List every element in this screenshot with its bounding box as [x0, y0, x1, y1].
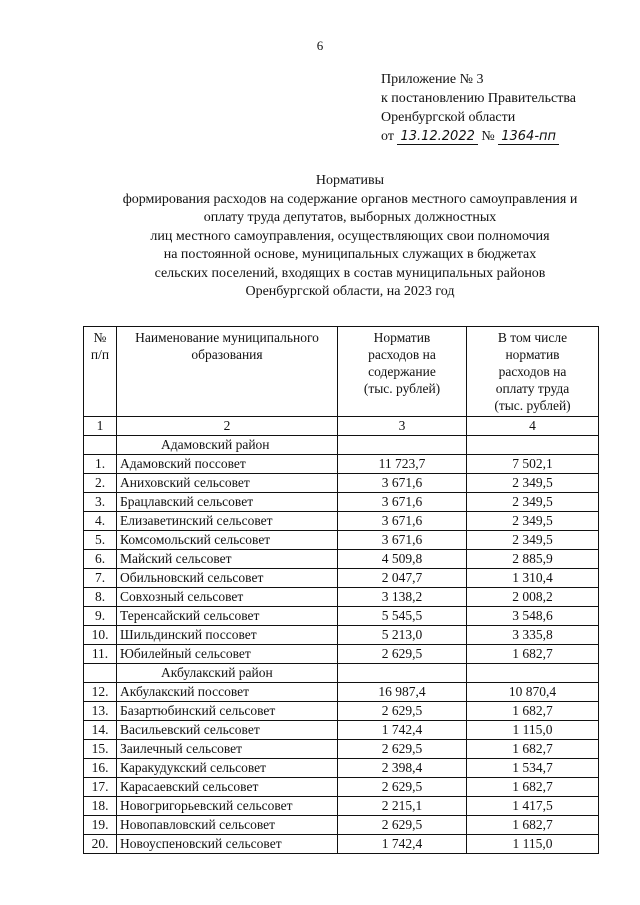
norm-value: 1 742,4 [338, 835, 467, 854]
norm-value: 11 723,7 [338, 455, 467, 474]
district-empty-cell [338, 436, 467, 455]
salary-value: 1 534,7 [467, 759, 599, 778]
row-number: 20. [84, 835, 117, 854]
norm-value: 2 629,5 [338, 740, 467, 759]
norm-value: 3 671,6 [338, 531, 467, 550]
municipality-name: Шильдинский поссовет [117, 626, 338, 645]
salary-value: 1 682,7 [467, 816, 599, 835]
municipality-name: Заилечный сельсовет [117, 740, 338, 759]
district-name: Акбулакский район [117, 664, 338, 683]
table-row [84, 702, 599, 721]
title-line: оплату труда депутатов, выборных должностных [203, 210, 497, 225]
table-row [84, 607, 599, 626]
number-prefix: № [481, 129, 495, 144]
municipality-name: Каракудукский сельсовет [117, 759, 338, 778]
table-row [84, 474, 599, 493]
municipality-name: Базартюбинский сельсовет [117, 702, 338, 721]
from-prefix: от [381, 129, 394, 144]
municipality-name: Новоуспеновский сельсовет [117, 835, 338, 854]
appendix-title: Приложение № 3 [381, 72, 484, 87]
table-header-row [84, 327, 599, 417]
salary-value: 2 008,2 [467, 588, 599, 607]
salary-value: 2 349,5 [467, 474, 599, 493]
municipality-name: Теренсайский сельсовет [117, 607, 338, 626]
table-row [84, 816, 599, 835]
salary-value: 3 548,6 [467, 607, 599, 626]
row-number: 11. [84, 645, 117, 664]
row-number: 17. [84, 778, 117, 797]
header-salary: В том числе норматив расходов на оплату труда (тыс. рублей) [467, 327, 599, 417]
header-num: № п/п [84, 327, 117, 417]
district-row [84, 664, 599, 683]
municipality-name: Карасаевский сельсовет [117, 778, 338, 797]
appendix-line-resolution: к постановлению Правительства [381, 91, 577, 106]
salary-value: 1 682,7 [467, 702, 599, 721]
document-title [60, 172, 640, 302]
municipality-name: Майский сельсовет [117, 550, 338, 569]
salary-value: 1 115,0 [467, 721, 599, 740]
salary-value: 3 335,8 [467, 626, 599, 645]
district-empty-cell [467, 436, 599, 455]
table-row [84, 531, 599, 550]
salary-value: 1 682,7 [467, 740, 599, 759]
table-row [84, 645, 599, 664]
appendix-date-line [381, 127, 576, 146]
salary-value: 2 349,5 [467, 493, 599, 512]
row-number: 6. [84, 550, 117, 569]
norm-value: 2 047,7 [338, 569, 467, 588]
column-numbers-row [84, 417, 599, 436]
row-number: 8. [84, 588, 117, 607]
row-number: 18. [84, 797, 117, 816]
norm-value: 5 545,5 [338, 607, 467, 626]
salary-value: 1 417,5 [467, 797, 599, 816]
title-line: лиц местного самоуправления, осуществляющих свои полномочия [150, 228, 550, 244]
salary-value: 1 310,4 [467, 569, 599, 588]
resolution-date: 13.12.2022 [397, 130, 477, 145]
row-number: 13. [84, 702, 117, 721]
norm-value: 3 671,6 [338, 474, 467, 493]
table-row [84, 759, 599, 778]
district-empty-cell [338, 664, 467, 683]
norms-table [83, 326, 599, 854]
row-number: 19. [84, 816, 117, 835]
salary-value: 10 870,4 [467, 683, 599, 702]
norm-value: 3 138,2 [338, 588, 467, 607]
table-row [84, 493, 599, 512]
column-number: 2 [117, 417, 338, 436]
norm-value: 3 671,6 [338, 512, 467, 531]
norm-value: 1 742,4 [338, 721, 467, 740]
row-number: 1. [84, 455, 117, 474]
norm-value: 2 398,4 [338, 759, 467, 778]
municipality-name: Брацлавский сельсовет [117, 493, 338, 512]
salary-value: 1 682,7 [467, 778, 599, 797]
row-number: 9. [84, 607, 117, 626]
municipality-name: Елизаветинский сельсовет [117, 512, 338, 531]
row-number: 15. [84, 740, 117, 759]
table-row [84, 455, 599, 474]
row-number: 3. [84, 493, 117, 512]
row-number: 4. [84, 512, 117, 531]
municipality-name: Юбилейный сельсовет [117, 645, 338, 664]
table-row [84, 683, 599, 702]
table-row [84, 835, 599, 854]
norm-value: 4 509,8 [338, 550, 467, 569]
municipality-name: Аниховский сельсовет [117, 474, 338, 493]
appendix-block [381, 70, 576, 146]
resolution-number: 1364-пп [498, 130, 559, 145]
salary-value: 7 502,1 [467, 455, 599, 474]
salary-value: 1 682,7 [467, 645, 599, 664]
title-line: на постоянной основе, муниципальных служащих в бюджетах [163, 247, 537, 262]
header-name: Наименование муниципального образования [117, 327, 338, 417]
table-row [84, 550, 599, 569]
title-heading: Нормативы [315, 173, 385, 188]
table-row [84, 797, 599, 816]
row-number: 10. [84, 626, 117, 645]
norm-value: 2 629,5 [338, 645, 467, 664]
municipality-name: Новогригорьевский сельсовет [117, 797, 338, 816]
salary-value: 2 885,9 [467, 550, 599, 569]
row-number: 12. [84, 683, 117, 702]
district-empty-cell [84, 436, 117, 455]
municipality-name: Совхозный сельсовет [117, 588, 338, 607]
table-row [84, 721, 599, 740]
column-number: 1 [84, 417, 117, 436]
row-number: 7. [84, 569, 117, 588]
title-line: формирования расходов на содержание органов местного самоуправления и [122, 191, 578, 207]
norm-value: 2 629,5 [338, 702, 467, 721]
row-number: 5. [84, 531, 117, 550]
district-row [84, 436, 599, 455]
district-name: Адамовский район [117, 436, 338, 455]
row-number: 14. [84, 721, 117, 740]
municipality-name: Новопавловский сельсовет [117, 816, 338, 835]
municipality-name: Обильновский сельсовет [117, 569, 338, 588]
norm-value: 3 671,6 [338, 493, 467, 512]
column-number: 3 [338, 417, 467, 436]
salary-value: 2 349,5 [467, 512, 599, 531]
municipality-name: Васильевский сельсовет [117, 721, 338, 740]
table-row [84, 512, 599, 531]
norm-value: 5 213,0 [338, 626, 467, 645]
district-empty-cell [84, 664, 117, 683]
table-row [84, 740, 599, 759]
table-row [84, 626, 599, 645]
table-row [84, 588, 599, 607]
norm-value: 2 629,5 [338, 778, 467, 797]
norm-value: 2 215,1 [338, 797, 467, 816]
table-row [84, 569, 599, 588]
municipality-name: Адамовский поссовет [117, 455, 338, 474]
district-empty-cell [467, 664, 599, 683]
appendix-line-region: Оренбургской области [381, 110, 516, 125]
salary-value: 2 349,5 [467, 531, 599, 550]
column-number: 4 [467, 417, 599, 436]
title-line: сельских поселений, входящих в состав муниципальных районов [154, 265, 546, 281]
salary-value: 1 115,0 [467, 835, 599, 854]
title-line: Оренбургской области, на 2023 год [245, 284, 455, 299]
municipality-name: Акбулакский поссовет [117, 683, 338, 702]
table-row [84, 778, 599, 797]
header-norm: Норматив расходов на содержание (тыс. рублей) [338, 327, 467, 417]
page-number: 6 [316, 38, 324, 53]
norm-value: 2 629,5 [338, 816, 467, 835]
row-number: 2. [84, 474, 117, 493]
norm-value: 16 987,4 [338, 683, 467, 702]
row-number: 16. [84, 759, 117, 778]
municipality-name: Комсомольский сельсовет [117, 531, 338, 550]
